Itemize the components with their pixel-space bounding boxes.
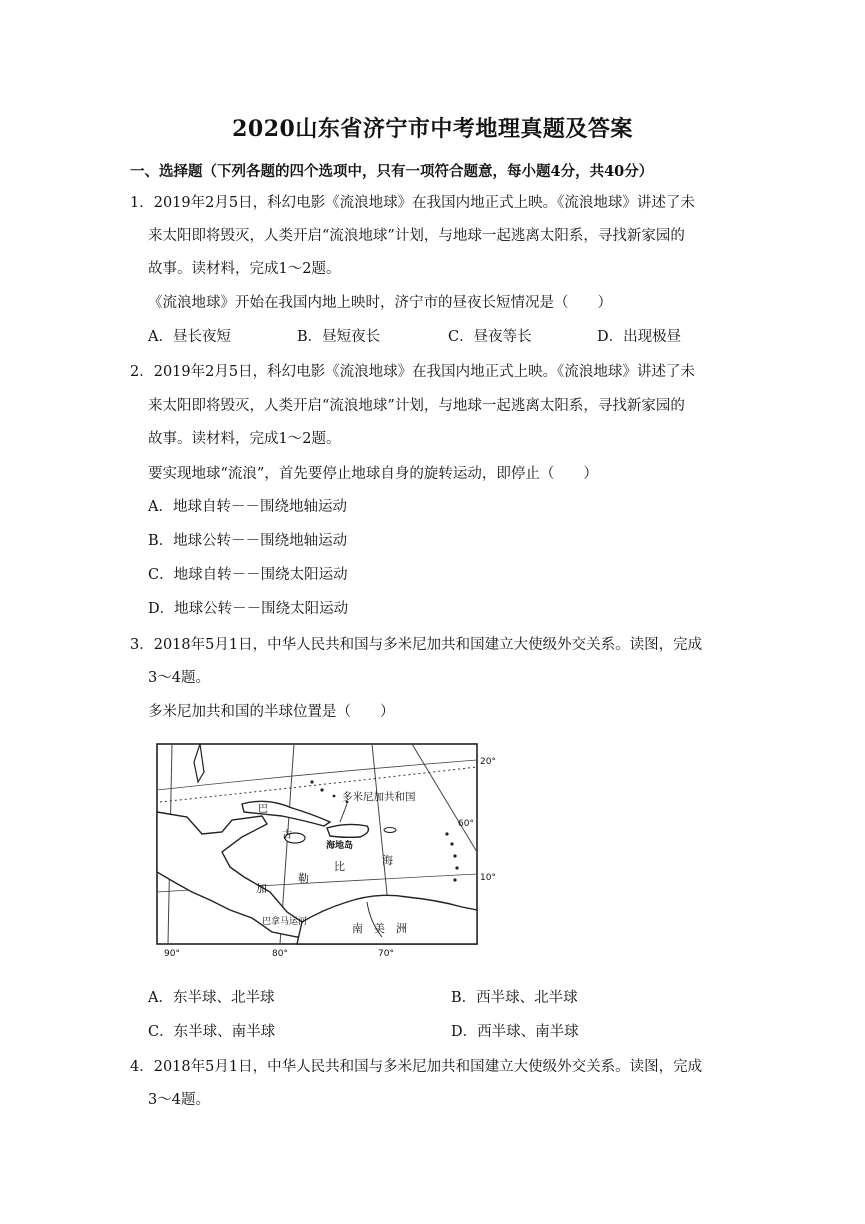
q1-stem-line-3: 故事。读材料，完成1～2题。	[148, 261, 341, 277]
q4-stem-line-1: 4．2018年5月1日，中华人民共和国与多米尼加共和国建立大使级外交关系。读图，完成	[130, 1059, 703, 1075]
label-panama: 巴拿马运河	[262, 917, 308, 927]
q1-option-b[interactable]: B．昼短夜长	[297, 329, 381, 345]
q1-stem-line-2: 来太阳即将毁灭，人类开启“流浪地球”计划，与地球一起逃离太阳系，寻找新家园的	[148, 228, 685, 244]
q2-option-b[interactable]: B．地球公转－－围绕地轴运动	[148, 533, 348, 549]
page-title: 2020山东省济宁市中考地理真题及答案	[232, 116, 633, 142]
q1-stem-line-1: 1．2019年2月5日，科幻电影《流浪地球》在我国内地正式上映。《流浪地球》讲述了未	[130, 195, 695, 211]
tick-lon-90: 90°	[164, 949, 180, 959]
q1-option-a[interactable]: A．昼长夜短	[148, 329, 231, 345]
q1-option-c[interactable]: C．昼夜等长	[448, 329, 532, 345]
q1-question: 《流浪地球》开始在我国内地上映时，济宁市的昼夜长短情况是（ ）	[148, 295, 612, 311]
q2-stem-line-1: 2．2019年2月5日，科幻电影《流浪地球》在我国内地正式上映。《流浪地球》讲述了未	[130, 364, 695, 380]
q2-option-a[interactable]: A．地球自转－－围绕地轴运动	[148, 499, 347, 515]
tick-lon-70: 70°	[378, 949, 394, 959]
label-dominican: 多米尼加共和国	[342, 791, 416, 803]
q2-option-d[interactable]: D．地球公转－－围绕太阳运动	[148, 601, 349, 617]
q3-stem-line-2: 3～4题。	[148, 670, 210, 686]
label-ba: 巴	[258, 804, 268, 815]
section-heading: 一、选择题（下列各题的四个选项中，只有一项符合题意，每小题4分，共40分）	[130, 163, 654, 180]
tick-lat-20: 20°	[480, 757, 496, 767]
label-le: 勒	[298, 872, 309, 885]
hispaniola-island	[327, 824, 368, 837]
puerto-rico-island	[384, 828, 396, 833]
caribbean-map	[152, 742, 507, 964]
q3-question: 多米尼加共和国的半球位置是（ ）	[148, 704, 395, 720]
tick-lon-60: 60°	[458, 819, 474, 829]
q4-stem-line-2: 3～4题。	[148, 1092, 210, 1108]
q1-option-d[interactable]: D．出现极昼	[597, 329, 682, 345]
q3-stem-line-1: 3．2018年5月1日，中华人民共和国与多米尼加共和国建立大使级外交关系。读图，完成	[130, 637, 703, 653]
label-bi: 比	[334, 860, 345, 873]
q3-option-a[interactable]: A．东半球、北半球	[148, 990, 275, 1006]
label-jia: 加	[256, 882, 267, 895]
q3-option-c[interactable]: C．东半球、南半球	[148, 1024, 276, 1040]
tick-lat-10: 10°	[480, 873, 496, 883]
q2-stem-line-2: 来太阳即将毁灭，人类开启“流浪地球”计划，与地球一起逃离太阳系，寻找新家园的	[148, 398, 685, 414]
q2-stem-line-3: 故事。读材料，完成1～2题。	[148, 431, 341, 447]
q3-option-d[interactable]: D．西半球、南半球	[451, 1024, 579, 1040]
label-gu: 古	[282, 830, 292, 841]
tick-lon-80: 80°	[272, 949, 288, 959]
label-south-america: 南 美 洲	[352, 922, 407, 935]
label-haiti-island: 海地岛	[326, 841, 354, 851]
label-hai: 海	[382, 854, 393, 867]
q2-question: 要实现地球“流浪”，首先要停止地球自身的旋转运动，即停止（ ）	[148, 466, 598, 482]
q3-option-b[interactable]: B．西半球、北半球	[451, 990, 578, 1006]
q2-option-c[interactable]: C．地球自转－－围绕太阳运动	[148, 567, 348, 583]
